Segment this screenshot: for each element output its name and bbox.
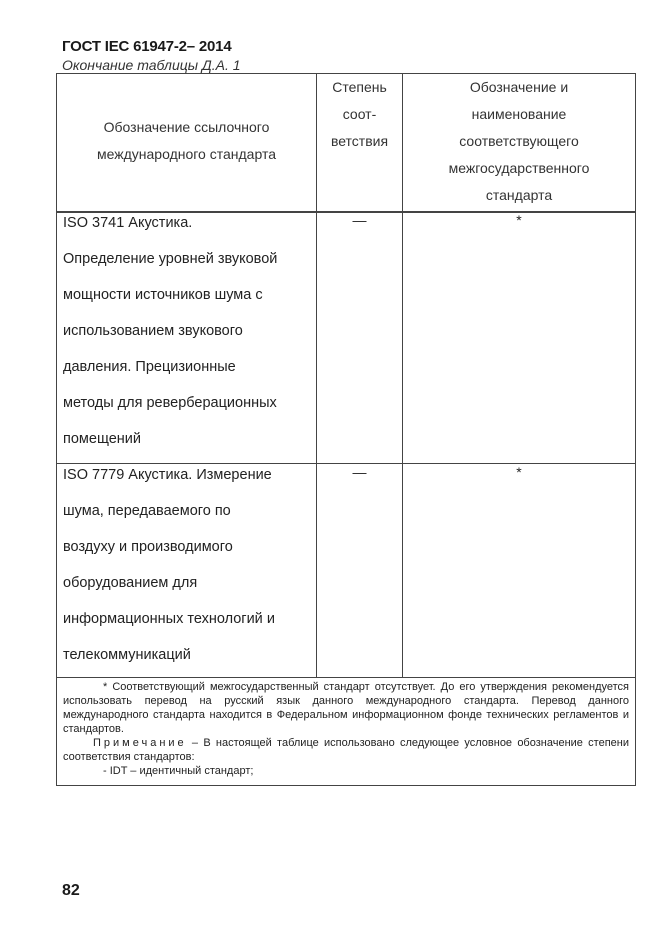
- table-row-reference: [63, 205, 311, 457]
- reference-line: воздуху и производимого: [63, 539, 233, 555]
- header-line: стандарта: [485, 187, 553, 203]
- table-caption: Окончание таблицы Д.А. 1: [62, 57, 241, 73]
- reference-line: телекоммуникаций: [63, 647, 191, 663]
- reference-line: использованием звукового: [63, 323, 243, 339]
- reference-line: давления. Прецизионные: [63, 359, 236, 375]
- standards-table: [56, 73, 636, 786]
- header-line: ветствия: [330, 133, 389, 149]
- note: [63, 736, 629, 764]
- header-line: Степень: [332, 79, 387, 95]
- column-header-national: [403, 74, 635, 209]
- page-number: 82: [62, 882, 80, 899]
- table-row-national: *: [516, 464, 522, 480]
- reference-line: Определение уровней звуковой: [63, 251, 278, 267]
- notes-divider: [57, 677, 635, 678]
- reference-line: методы для реверберационных: [63, 395, 277, 411]
- reference-line: мощности источников шума с: [63, 287, 263, 303]
- document-code: ГОСТ IEC 61947-2– 2014: [62, 38, 232, 55]
- header-line: Обозначение ссылочного: [103, 119, 270, 135]
- header-line: соот-: [342, 106, 377, 122]
- table-row-reference: [63, 457, 311, 673]
- table-notes: [63, 680, 629, 778]
- column-header-reference: [57, 114, 316, 168]
- header-line: Обозначение и: [469, 79, 569, 95]
- note-label: Примечание: [93, 737, 187, 749]
- header-line: соответствующего: [459, 133, 579, 149]
- note-item: - IDT – идентичный стандарт;: [103, 765, 254, 777]
- column-divider: [316, 74, 317, 677]
- reference-line: ISO 7779 Акустика. Измерение: [63, 467, 272, 483]
- reference-line: информационных технологий и: [63, 611, 275, 627]
- column-header-degree: [317, 74, 402, 155]
- header-line: международного стандарта: [97, 146, 276, 162]
- reference-line: ISO 3741 Акустика.: [63, 215, 193, 231]
- header-line: наименование: [471, 106, 567, 122]
- note-text: – В настоящей таблице использовано следующее условное обозначение степени соответствия стандартов:: [63, 737, 629, 763]
- reference-line: оборудованием для: [63, 575, 198, 591]
- header-line: межгосударственного: [448, 160, 590, 176]
- footnote: * Соответствующий межгосударственный стандарт отсутствует. До его утверждения рекомендуется использовать перевод на русский язык данного международного стандарта. Перевод данного международного стандарта находится в Федеральном информационном фонде технических регламентов и стандартов.: [63, 681, 629, 735]
- table-row-degree: —: [352, 212, 367, 228]
- table-row-national: *: [516, 212, 522, 228]
- table-row-degree: —: [352, 464, 367, 480]
- reference-line: помещений: [63, 431, 141, 447]
- reference-line: шума, передаваемого по: [63, 503, 231, 519]
